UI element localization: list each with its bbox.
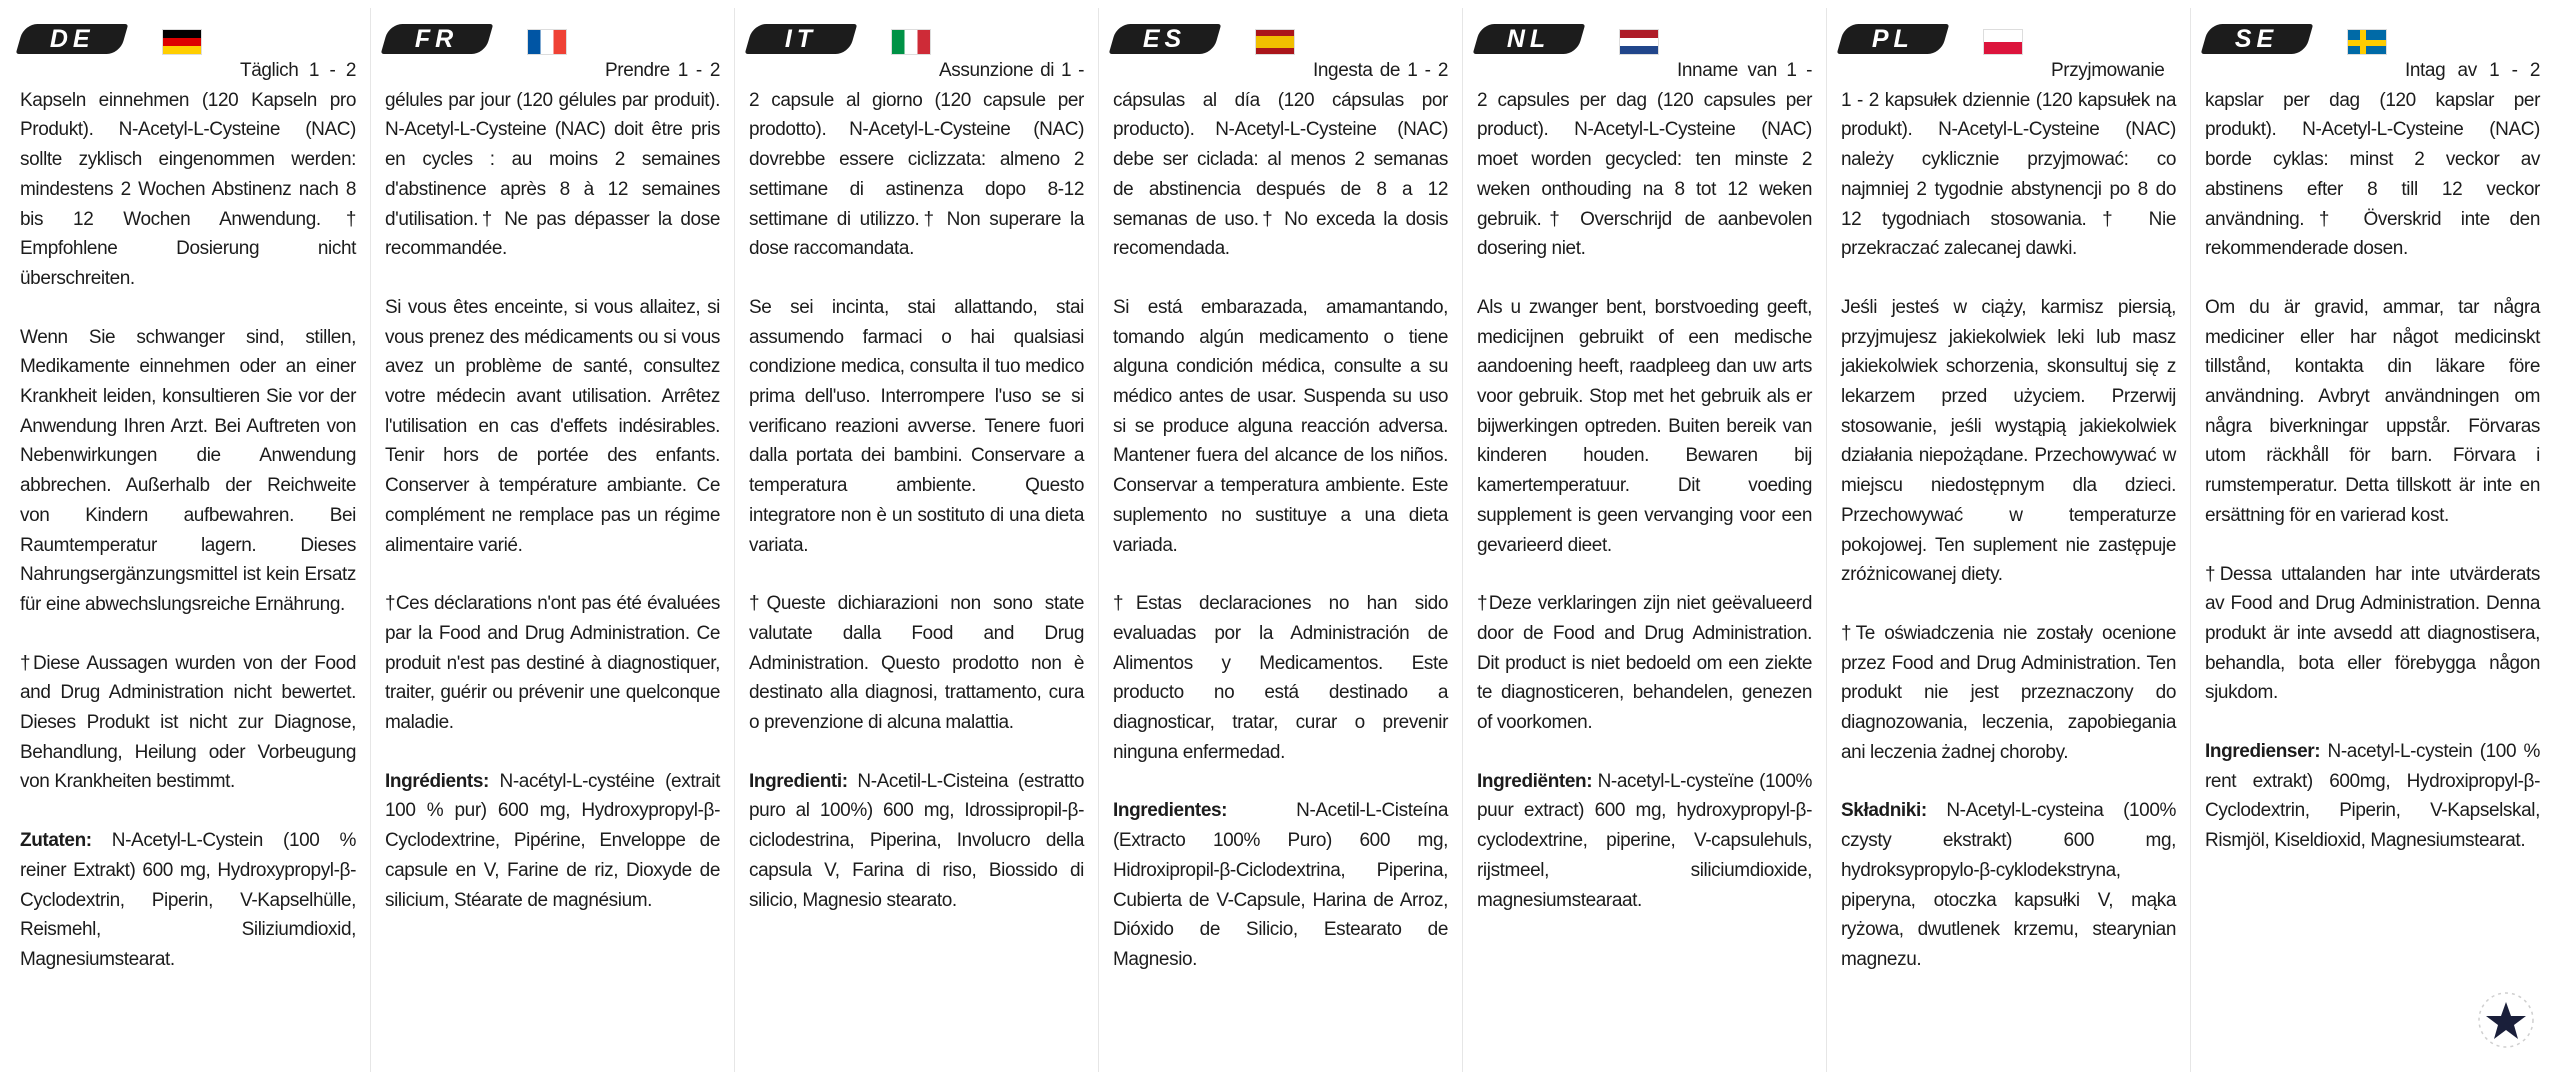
ingredients — [20, 826, 356, 975]
label-sheet — [6, 8, 2554, 1072]
ingredients-text: N-acetyl-L-cysteïne (100% puur extract) 600 mg, hydroxypropyl-β-cyclodextrine, piperine, V-capsulehuls, rijstmeel, siliciumdioxide, magnesiumstearaat. — [1477, 770, 1812, 911]
ingredients — [385, 767, 720, 916]
column-header — [1113, 22, 1448, 56]
column-text — [2205, 56, 2540, 856]
column-es — [1098, 8, 1462, 1072]
italian-flag-icon — [891, 29, 931, 55]
warning-text: Om du är gravid, ammar, tar några mediciner eller har något medicinskt tillstånd, kontakta din läkare före användning. Avbryt användningen om några biverkningar uppstår. Förvaras utom räckhåll för barn. Förvara i rumstemperatur. Detta tillskott är inte en ersättning för en varierad kost. — [2205, 296, 2540, 526]
disclaimer-text: †Estas declaraciones no han sido evaluadas por la Administración de Alimentos y Medicamentos. Este producto no está destinado a diagnosticar, tratar, curar o prevenir ninguna enfermedad. — [1113, 593, 1448, 763]
language-badge — [2201, 24, 2314, 54]
spanish-flag-icon — [1255, 29, 1295, 55]
ingredients — [2205, 737, 2540, 856]
language-badge — [1109, 24, 1222, 54]
ingredients-label: Ingredientes: — [1113, 800, 1228, 822]
ingredients — [1113, 796, 1448, 974]
dosage-text: Inname van 1 - 2 capsules per dag (120 capsules per product). N-Acetyl-L-Cysteine (NAC) moet worden gecycled: ten minste 2 weken onthouding na 8 tot 12 weken gebruik.† Overschrijd de aanbevolen dosering niet. — [1477, 60, 1812, 260]
column-text — [1477, 56, 1812, 915]
language-code: SE — [2235, 24, 2279, 53]
column-text — [20, 56, 356, 975]
polish-flag-icon — [1983, 29, 2023, 55]
language-code: FR — [415, 24, 459, 53]
star-seal-icon — [2476, 990, 2536, 1050]
warning-text: Jeśli jesteś w ciąży, karmisz piersią, przyjmujesz jakiekolwiek leki lub masz jakiekolwiek schorzenia, skonsultuj się z lekarzem przed użyciem. Przerwij stosowanie, jeśli wystąpią jakiekolwiek działania niepożądane. Przechowywać w miejscu niedostępnym dla dzieci. Przechowywać w temperaturze pokojowej. Ten suplement nie zastępuje zróżnicowanej diety. — [1841, 296, 2176, 586]
ingredients-text: N-Acetil-L-Cisteína (Extracto 100% Puro) 600 mg, Hidroxipropil-β-Ciclodextrina, Piperina, Cubierta de V-Capsule, Harina de Arroz, Dióxido de Silicio, Estearato de Magnesio. — [1113, 800, 1448, 970]
column-header — [1841, 22, 2176, 56]
ingredients-text: N-Acetil-L-Cisteina (estratto puro al 100%) 600 mg, Idrossipropil-β-ciclodestrina, Piperina, Involucro della capsula V, Farina di riso, Biossido di silicio, Magnesio stearato. — [749, 770, 1084, 911]
ingredients — [1841, 796, 2176, 974]
disclaimer-text: †Dessa uttalanden har inte utvärderats av Food and Drug Administration. Denna produkt är inte avsedd att diagnostisera, behandla, bota eller förebygga någon sjukdom. — [2205, 563, 2540, 704]
ingredients-text: N-Acetyl-L-Cystein (100 % reiner Extrakt) 600 mg, Hydroxypropyl-β-Cyclodextrin, Piperin, V-Kapselhülle, Reismehl, Siliziumdioxid, Magnesiumstearat. — [20, 830, 356, 970]
ingredients-text: N-Acetyl-L-cysteina (100% czysty ekstrakt) 600 mg, hydroksypropylo-β-cyklodekstryna, piperyna, otoczka kapsułki V, mąka ryżowa, dwutlenek krzemu, stearynian magnezu. — [1841, 800, 2176, 970]
warning-text: Wenn Sie schwanger sind, stillen, Medikamente einnehmen oder an einer Krankheit leiden, konsultieren Sie vor der Anwendung Ihren Arzt. Bei Auftreten von Nebenwirkungen die Anwendung abbrechen. Außerhalb der Reichweite von Kindern aufbewahren. Bei Raumtemperatur lagern. Dieses Nahrungsergänzungsmittel ist kein Ersatz für eine abwechslungsreiche Ernährung. — [20, 326, 356, 615]
column-fr — [370, 8, 734, 1072]
column-de — [6, 8, 370, 1072]
column-header — [2205, 22, 2540, 56]
ingredients — [1477, 767, 1812, 916]
ingredients-label: Składniki: — [1841, 800, 1927, 822]
disclaimer-text: †Queste dichiarazioni non sono state valutate dalla Food and Drug Administration. Questo prodotto non è destinato alla diagnosi, trattamento, cura o prevenzione di alcuna malattia. — [749, 593, 1084, 734]
dosage-text: Ingesta de 1 - 2 cápsulas al día (120 cápsulas por producto). N-Acetyl-L-Cysteine (NAC) debe ser ciclada: al menos 2 semanas de abstinencia después de 8 a 12 semanas de uso.† No exceda la dosis recomendada. — [1113, 60, 1448, 260]
ingredients-label: Zutaten: — [20, 830, 92, 852]
ingredients-text: N-acétyl-L-cystéine (extrait 100 % pur) 600 mg, Hydroxypropyl-β-Cyclodextrine, Pipérine, Enveloppe de capsule en V, Farine de riz, Dioxyde de silicium, Stéarate de magnésium. — [385, 770, 720, 911]
french-flag-icon — [527, 29, 567, 55]
language-badge — [1473, 24, 1586, 54]
language-code: ES — [1143, 24, 1187, 53]
ingredients — [749, 767, 1084, 916]
ingredients-label: Ingredienti: — [749, 770, 848, 792]
disclaimer-text: †Diese Aussagen wurden von der Food and Drug Administration nicht bewertet. Dieses Produkt ist nicht zur Diagnose, Behandlung, Heilung oder Vorbeugung von Krankheiten bestimmt. — [20, 652, 356, 793]
language-badge — [1837, 24, 1950, 54]
disclaimer-text: †Ces déclarations n'ont pas été évaluées par la Food and Drug Administration. Ce produit n'est pas destiné à diagnostiquer, traiter, guérir ou prévenir une quelconque maladie. — [385, 593, 720, 734]
ingredients-label: Ingrediënten: — [1477, 770, 1593, 792]
dosage-text: Intag av 1 - 2 kapslar per dag (120 kapslar per produkt). N-Acetyl-L-Cysteine (NAC) borde cyklas: minst 2 veckor av abstinens efter 8 till 12 veckor användning.† Överskrid inte den rekommenderade dosen. — [2205, 60, 2540, 260]
column-pl — [1826, 8, 2190, 1072]
column-header — [385, 22, 720, 56]
warning-text: Si está embarazada, amamantando, tomando algún medicamento o tiene alguna condición médica, consulte a su médico antes de usar. Suspenda su uso si se produce alguna reacción adversa. Mantener fuera del alcance de los niños. Conservar a temperatura ambiente. Este suplemento no sustituye a una dieta variada. — [1113, 296, 1448, 556]
column-text — [749, 56, 1084, 915]
column-se — [2190, 8, 2554, 1072]
column-text — [1113, 56, 1448, 975]
disclaimer-text: †Te oświadczenia nie zostały ocenione przez Food and Drug Administration. Ten produkt nie jest przeznaczony do diagnozowania, leczenia, zapobiegania ani leczenia żadnej choroby. — [1841, 622, 2176, 763]
column-it — [734, 8, 1098, 1072]
column-header — [1477, 22, 1812, 56]
language-code: IT — [784, 24, 818, 53]
ingredients-label: Ingrédients: — [385, 770, 489, 792]
ingredients-label: Ingredienser: — [2205, 741, 2321, 763]
language-code: PL — [1872, 24, 1914, 53]
language-badge — [745, 24, 858, 54]
warning-text: Se sei incinta, stai allattando, stai assumendo farmaci o hai qualsiasi condizione medica, consulta il tuo medico prima dell'uso. Interrompere l'uso se si verificano reazioni avverse. Tenere fuori dalla portata dei bambini. Conservare a temperatura ambiente. Questo integratore non è un sostituto di una dieta variata. — [749, 296, 1084, 556]
swedish-flag-icon — [2347, 29, 2387, 55]
column-text — [385, 56, 720, 915]
dosage-text: Assunzione di 1 - 2 capsule al giorno (120 capsule per prodotto). N-Acetyl-L-Cysteine (NAC) dovrebbe essere ciclizzata: almeno 2 settimane di astinenza dopo 8-12 settimane di utilizzo.† Non superare la dose raccomandata. — [749, 60, 1084, 260]
column-header — [20, 22, 356, 56]
german-flag-icon — [162, 29, 202, 55]
disclaimer-text: †Deze verklaringen zijn niet geëvalueerd door de Food and Drug Administration. Dit product is niet bedoeld om een ziekte te diagnosticeren, behandelen, genezen of voorkomen. — [1477, 593, 1812, 734]
dosage-text: Täglich 1 - 2 Kapseln einnehmen (120 Kapseln pro Produkt). N-Acetyl-L-Cysteine (NAC) sollte zyklisch eingenommen werden: mindestens 2 Wochen Abstinenz nach 8 bis 12 Wochen Anwendung.† Empfohlene Dosierung nicht überschreiten. — [20, 60, 356, 289]
dosage-text: Prendre 1 - 2 gélules par jour (120 gélules par produit). N-Acetyl-L-Cysteine (NAC) doit être pris en cycles : au moins 2 semaines d'abstinence après 8 à 12 semaines d'utilisation.† Ne pas dépasser la dose recommandée. — [385, 60, 720, 260]
column-text — [1841, 56, 2176, 975]
language-code: DE — [49, 24, 95, 53]
language-code: NL — [1507, 24, 1551, 53]
language-badge — [16, 24, 129, 54]
dosage-text: Przyjmowanie 1 - 2 kapsułek dziennie (120 kapsułek na produkt). N-Acetyl-L-Cysteine (NAC) należy cyklicznie przyjmować: co najmniej 2 tygodnie abstynencji po 8 do 12 tygodniach stosowania.† Nie przekraczać zalecanej dawki. — [1841, 60, 2176, 260]
column-nl — [1462, 8, 1826, 1072]
warning-text: Si vous êtes enceinte, si vous allaitez, si vous prenez des médicaments ou si vous avez un problème de santé, consultez votre médecin avant utilisation. Arrêtez l'utilisation en cas d'effets indésirables. Tenir hors de portée des enfants. Conserver à température ambiante. Ce complément ne remplace pas un régime alimentaire varié. — [385, 296, 720, 556]
column-header — [749, 22, 1084, 56]
language-badge — [381, 24, 494, 54]
ingredients-text: N-acetyl-L-cystein (100 % rent extrakt) 600mg, Hydroxipropyl-β-Cyclodextrin, Piperin, V-Kapselskal, Rismjöl, Kiseldioxid, Magnesiumstearat. — [2205, 741, 2540, 852]
warning-text: Als u zwanger bent, borstvoeding geeft, medicijnen gebruikt of een medische aandoening heeft, raadpleeg dan uw arts voor gebruik. Stop met het gebruik als er bijwerkingen optreden. Buiten bereik van kinderen houden. Bewaren bij kamertemperatuur. Dit voeding supplement is geen vervanging voor een gevarieerd dieet. — [1477, 296, 1812, 556]
dutch-flag-icon — [1619, 29, 1659, 55]
